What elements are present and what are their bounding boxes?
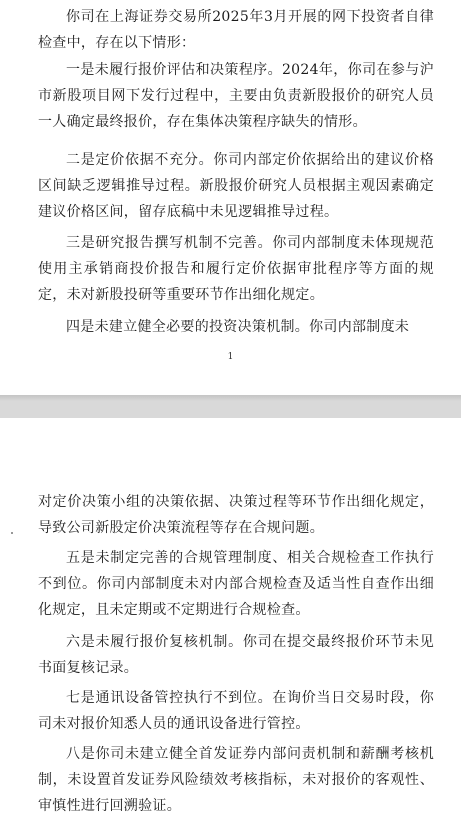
issue-5-paragraph: 五是未制定完善的合规管理制度、相关合规检查工作执行不到位。你司内部制度未对内部合规检查及适当性自查作出细化规定，且未定期或不定期进行合规检查。 [38, 550, 434, 618]
issue-8-paragraph: 八是你司未建立健全首发证券内部问责机制和薪酬考核机制，未设置首发证券风险绩效考核指标，未对报价的客观性、审慎性进行回溯验证。 [38, 746, 434, 814]
issue-3-paragraph: 三是研究报告撰写机制不完善。你司内部制度未体现规范使用主承销商投价报告和履行定价依据审批程序等方面的规定，未对新股投研等重要环节作出细化规定。 [38, 235, 434, 303]
page-number: 1 [227, 352, 234, 362]
intro-paragraph: 你司在上海证券交易所2025年3月开展的网下投资者自律检查中，存在以下情形： [38, 9, 434, 51]
issue-4-paragraph-start: 四是未建立健全必要的投资决策机制。你司内部制度未 [66, 319, 410, 335]
issue-7-paragraph: 七是通讯设备管控执行不到位。在询价当日交易时段，你司未对报价知悉人员的通讯设备进行管控。 [38, 690, 434, 732]
issue-2-paragraph: 二是定价依据不充分。你司内部定价依据给出的建议价格区间缺乏逻辑推导过程。新股报价研究人员根据主观因素确定建议价格区间，留存底稿中未见逻辑推导过程。 [38, 152, 434, 220]
issue-6-paragraph: 六是未履行报价复核机制。你司在提交最终报价环节未见书面复核记录。 [38, 634, 434, 676]
issue-1-paragraph: 一是未履行报价评估和决策程序。2024年，你司在参与沪市新股项目网下发行过程中，主要由负责新股报价的研究人员一人确定最终报价，存在集体决策程序缺失的情形。 [38, 62, 434, 130]
document-page-1 [0, 0, 461, 395]
scan-speck [11, 532, 13, 534]
page-separator [0, 395, 461, 418]
document-page-2 [0, 418, 461, 839]
issue-4-paragraph-continued: 对定价决策小组的决策依据、决策过程等环节作出细化规定，导致公司新股定价决策流程等存在合规问题。 [38, 494, 434, 536]
page-separator-shadow [0, 395, 461, 401]
